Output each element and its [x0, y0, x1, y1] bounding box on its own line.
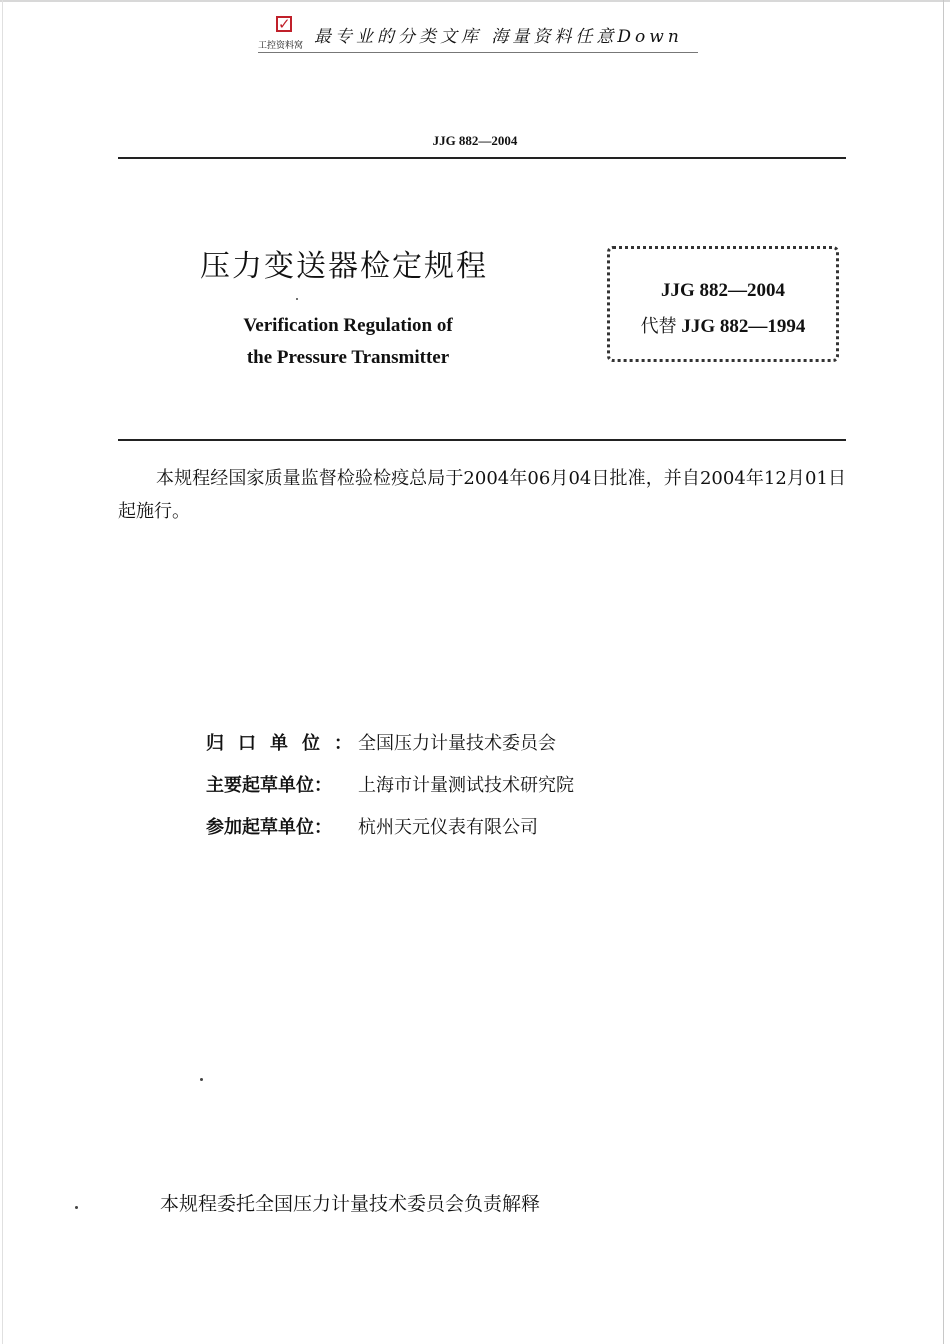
title-chinese: 压力变送器检定规程 [200, 249, 488, 284]
banner-divider [258, 52, 698, 53]
header-banner [258, 14, 698, 54]
org-value: 杭州天元仪表有限公司 [358, 817, 538, 838]
scan-edge-top [0, 0, 950, 2]
replaces-label: 代替 [640, 316, 677, 337]
scan-edge-right [943, 0, 944, 1344]
org-value: 上海市计量测试技术研究院 [358, 775, 574, 796]
scan-edge-left [2, 0, 3, 1344]
banner-slogan: 最专业的分类文库 海量资料任意Down [314, 27, 683, 47]
title-english-line-2: the Pressure Transmitter [246, 347, 450, 368]
middle-divider [118, 439, 846, 441]
title-english-line-1: Verification Regulation of [243, 315, 453, 336]
standard-code-box [607, 246, 839, 362]
org-row-participating-drafter [206, 813, 538, 839]
replaces-code [607, 312, 839, 338]
org-value: 全国压力计量技术委员会 [358, 733, 556, 754]
checkbox-icon: ✓ [278, 15, 291, 33]
interpretation-note: 本规程委托全国压力计量技术委员会负责解释 [160, 1193, 541, 1215]
banner-logo-text: 工控资料窝 [258, 41, 304, 51]
title-english [200, 310, 496, 374]
banner-logo [258, 14, 318, 54]
org-label: 参加起草单位： [206, 817, 332, 838]
org-row-responsible [206, 729, 556, 755]
replaced-code: JJG 882—1994 [681, 316, 806, 337]
top-divider [118, 157, 846, 159]
standard-code-header: JJG 882—2004 [432, 133, 518, 148]
scan-speck [200, 1078, 203, 1081]
approval-statement: 本规程经国家质量监督检验检疫总局于2004年06月04日批准，并自2004年12月01日起施行。 [118, 468, 846, 522]
scan-speck [296, 298, 298, 300]
standard-code: JJG 882—2004 [660, 280, 786, 301]
org-label: 归口单位： [206, 733, 366, 754]
scan-speck [75, 1206, 78, 1209]
org-row-main-drafter [206, 771, 574, 797]
org-label: 主要起草单位： [206, 775, 332, 796]
